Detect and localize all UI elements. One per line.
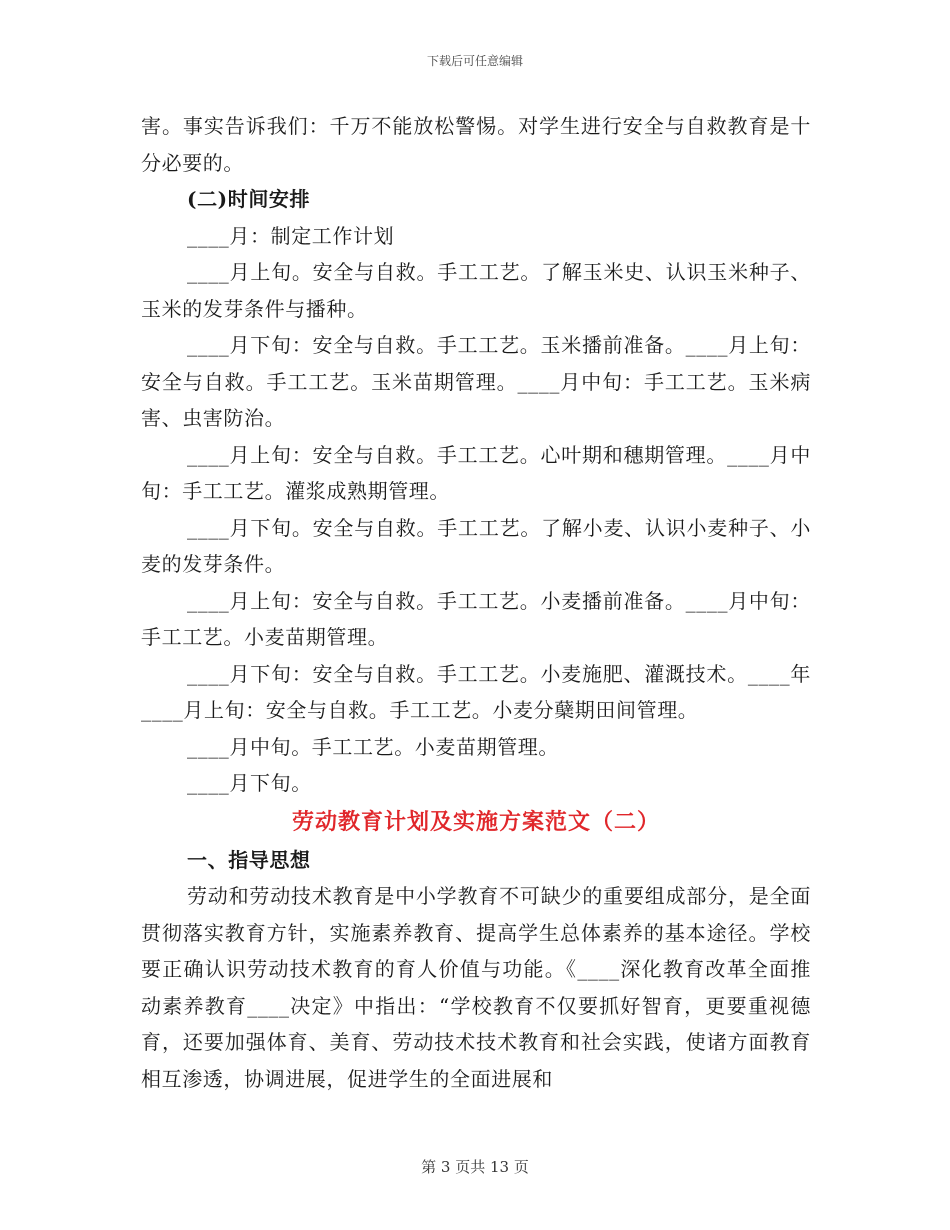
page-footer: 第 3 页共 13 页 bbox=[421, 1158, 529, 1176]
paragraph-continuation: 害。事实告诉我们：千万不能放松警惕。对学生进行安全与自救教育是十分必要的。 bbox=[141, 114, 811, 175]
schedule-item: ____月上旬。安全与自救。手工工艺。了解玉米史、认识玉米种子、玉米的发芽条件与播种。 bbox=[141, 260, 811, 321]
section-heading-guiding-ideology: 一、指导思想 bbox=[187, 847, 311, 872]
schedule-item: ____月：制定工作计划 bbox=[187, 223, 395, 248]
page-header: 下载后可任意编辑 bbox=[426, 54, 523, 68]
section-heading-schedule: (二)时间安排 bbox=[187, 187, 311, 211]
schedule-item: ____月下旬：安全与自救。手工工艺。小麦施肥、灌溉技术。____年____月上旬：安全与自救。手工工艺。小麦分蘖期田间管理。 bbox=[141, 661, 811, 722]
schedule-item: ____月下旬。安全与自救。手工工艺。了解小麦、认识小麦种子、小麦的发芽条件。 bbox=[141, 515, 811, 576]
paragraph-guiding-ideology: 劳动和劳动技术教育是中小学教育不可缺少的重要组成部分，是全面贯彻落实教育方针，实施素养教育、提高学生总体素养的基本途径。学校要正确认识劳动技术教育的育人价值与功能。《____深化教育改革全面推动素养教育____决定》中指出：“学校教育不仅要抓好智育，更要重视德育，还要加强体育、美育、劳动技术技术教育和社会实践，使诸方面教育相互渗透，协调进展，促进学生的全面进展和 bbox=[141, 884, 811, 1091]
document-body bbox=[141, 108, 811, 1097]
schedule-item: ____月下旬：安全与自救。手工工艺。玉米播前准备。____月上旬：安全与自救。手工工艺。玉米苗期管理。____月中旬：手工工艺。玉米病害、虫害防治。 bbox=[141, 333, 811, 430]
schedule-item: ____月中旬。手工工艺。小麦苗期管理。 bbox=[187, 734, 559, 759]
schedule-item: ____月上旬：安全与自救。手工工艺。小麦播前准备。____月中旬：手工工艺。小麦苗期管理。 bbox=[141, 588, 811, 649]
schedule-item: ____月下旬。 bbox=[187, 771, 312, 795]
document-title: 劳动教育计划及实施方案范文（二） bbox=[291, 808, 660, 835]
schedule-item: ____月上旬：安全与自救。手工工艺。心叶期和穗期管理。____月中旬：手工工艺。灌浆成熟期管理。 bbox=[141, 442, 811, 503]
